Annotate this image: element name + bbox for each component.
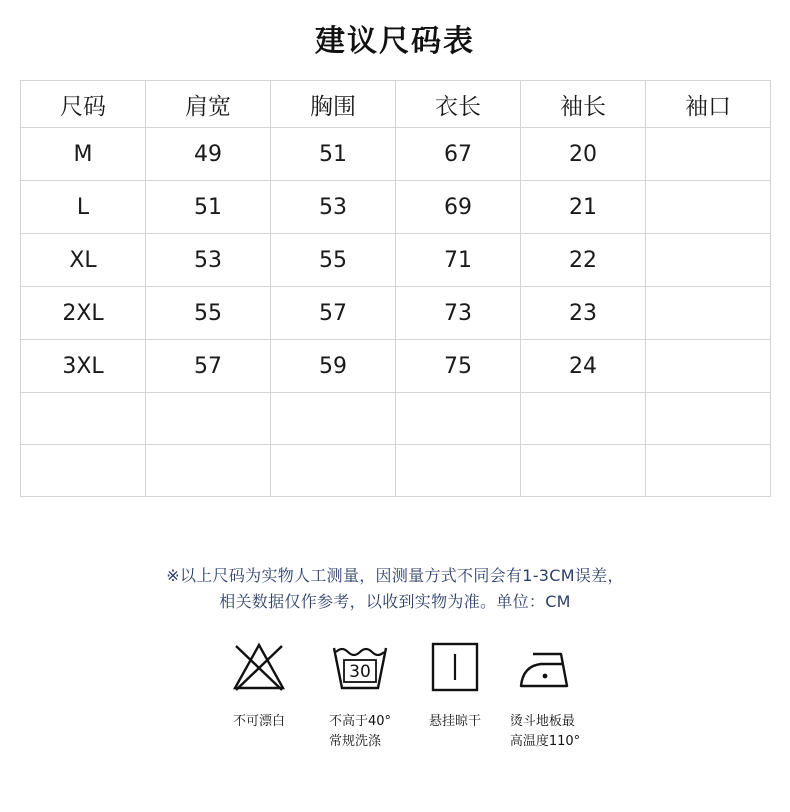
table-cell: M [21,128,146,181]
header-shoulder: 肩宽 [146,81,271,128]
care-item-no-bleach [204,640,314,732]
table-cell [396,445,521,497]
table-cell: 53 [146,234,271,287]
care-label-line-dry: 悬挂晾干 [428,714,481,729]
table-cell [646,287,771,340]
table-cell [396,393,521,445]
measurement-note-line-2: 相关数据仅作参考，以收到实物为准。单位：CM [219,592,571,611]
care-item-wash [305,640,415,752]
header-length: 衣长 [396,81,521,128]
measurement-note-line-1: ※以上尺码为实物人工测量，因测量方式不同会有1-3CM误差， [166,566,624,585]
table-cell: 67 [396,128,521,181]
table-cell: 21 [521,181,646,234]
table-cell: 55 [146,287,271,340]
table-cell [146,393,271,445]
table-cell: 55 [271,234,396,287]
table-cell: 20 [521,128,646,181]
table-row [21,287,771,340]
table-cell: 2XL [21,287,146,340]
table-cell: 57 [146,340,271,393]
table-cell [646,181,771,234]
table-cell [646,445,771,497]
table-cell: 49 [146,128,271,181]
table-cell: 22 [521,234,646,287]
line-dry-icon [429,640,481,694]
table-cell [271,445,396,497]
table-cell: 69 [396,181,521,234]
table-row [21,340,771,393]
table-cell: L [21,181,146,234]
table-cell [271,393,396,445]
wash-temperature-text: 30 [349,662,371,682]
table-cell [146,445,271,497]
table-cell [646,393,771,445]
table-cell: 23 [521,287,646,340]
care-label-no-bleach: 不可漂白 [232,714,285,729]
table-row [21,393,771,445]
header-sleeve: 袖长 [521,81,646,128]
table-cell [646,340,771,393]
table-row [21,181,771,234]
table-cell [521,393,646,445]
table-cell [646,234,771,287]
table-cell: 73 [396,287,521,340]
care-label-iron: 烫斗地板最 高温度110° [509,714,581,749]
table-row [21,234,771,287]
table-cell: 51 [271,128,396,181]
table-cell [646,128,771,181]
table-cell: 57 [271,287,396,340]
table-cell [21,393,146,445]
header-size: 尺码 [21,81,146,128]
no-bleach-icon [232,640,286,694]
header-cuff: 袖口 [646,81,771,128]
table-row [21,128,771,181]
table-cell [521,445,646,497]
page-title: 建议尺码表 [315,24,475,59]
table-cell: 59 [271,340,396,393]
table-header-row [21,81,771,128]
table-cell: XL [21,234,146,287]
iron-icon [515,640,575,694]
table-cell: 71 [396,234,521,287]
care-item-iron [490,640,600,752]
table-cell [21,445,146,497]
wash-30-icon [332,640,388,694]
care-label-wash: 不高于40° 常规洗涤 [328,714,392,749]
table-cell: 3XL [21,340,146,393]
table-cell: 24 [521,340,646,393]
table-cell: 75 [396,340,521,393]
table-cell: 53 [271,181,396,234]
table-cell: 51 [146,181,271,234]
size-chart-table [20,80,771,497]
table-row [21,445,771,497]
header-chest: 胸围 [271,81,396,128]
